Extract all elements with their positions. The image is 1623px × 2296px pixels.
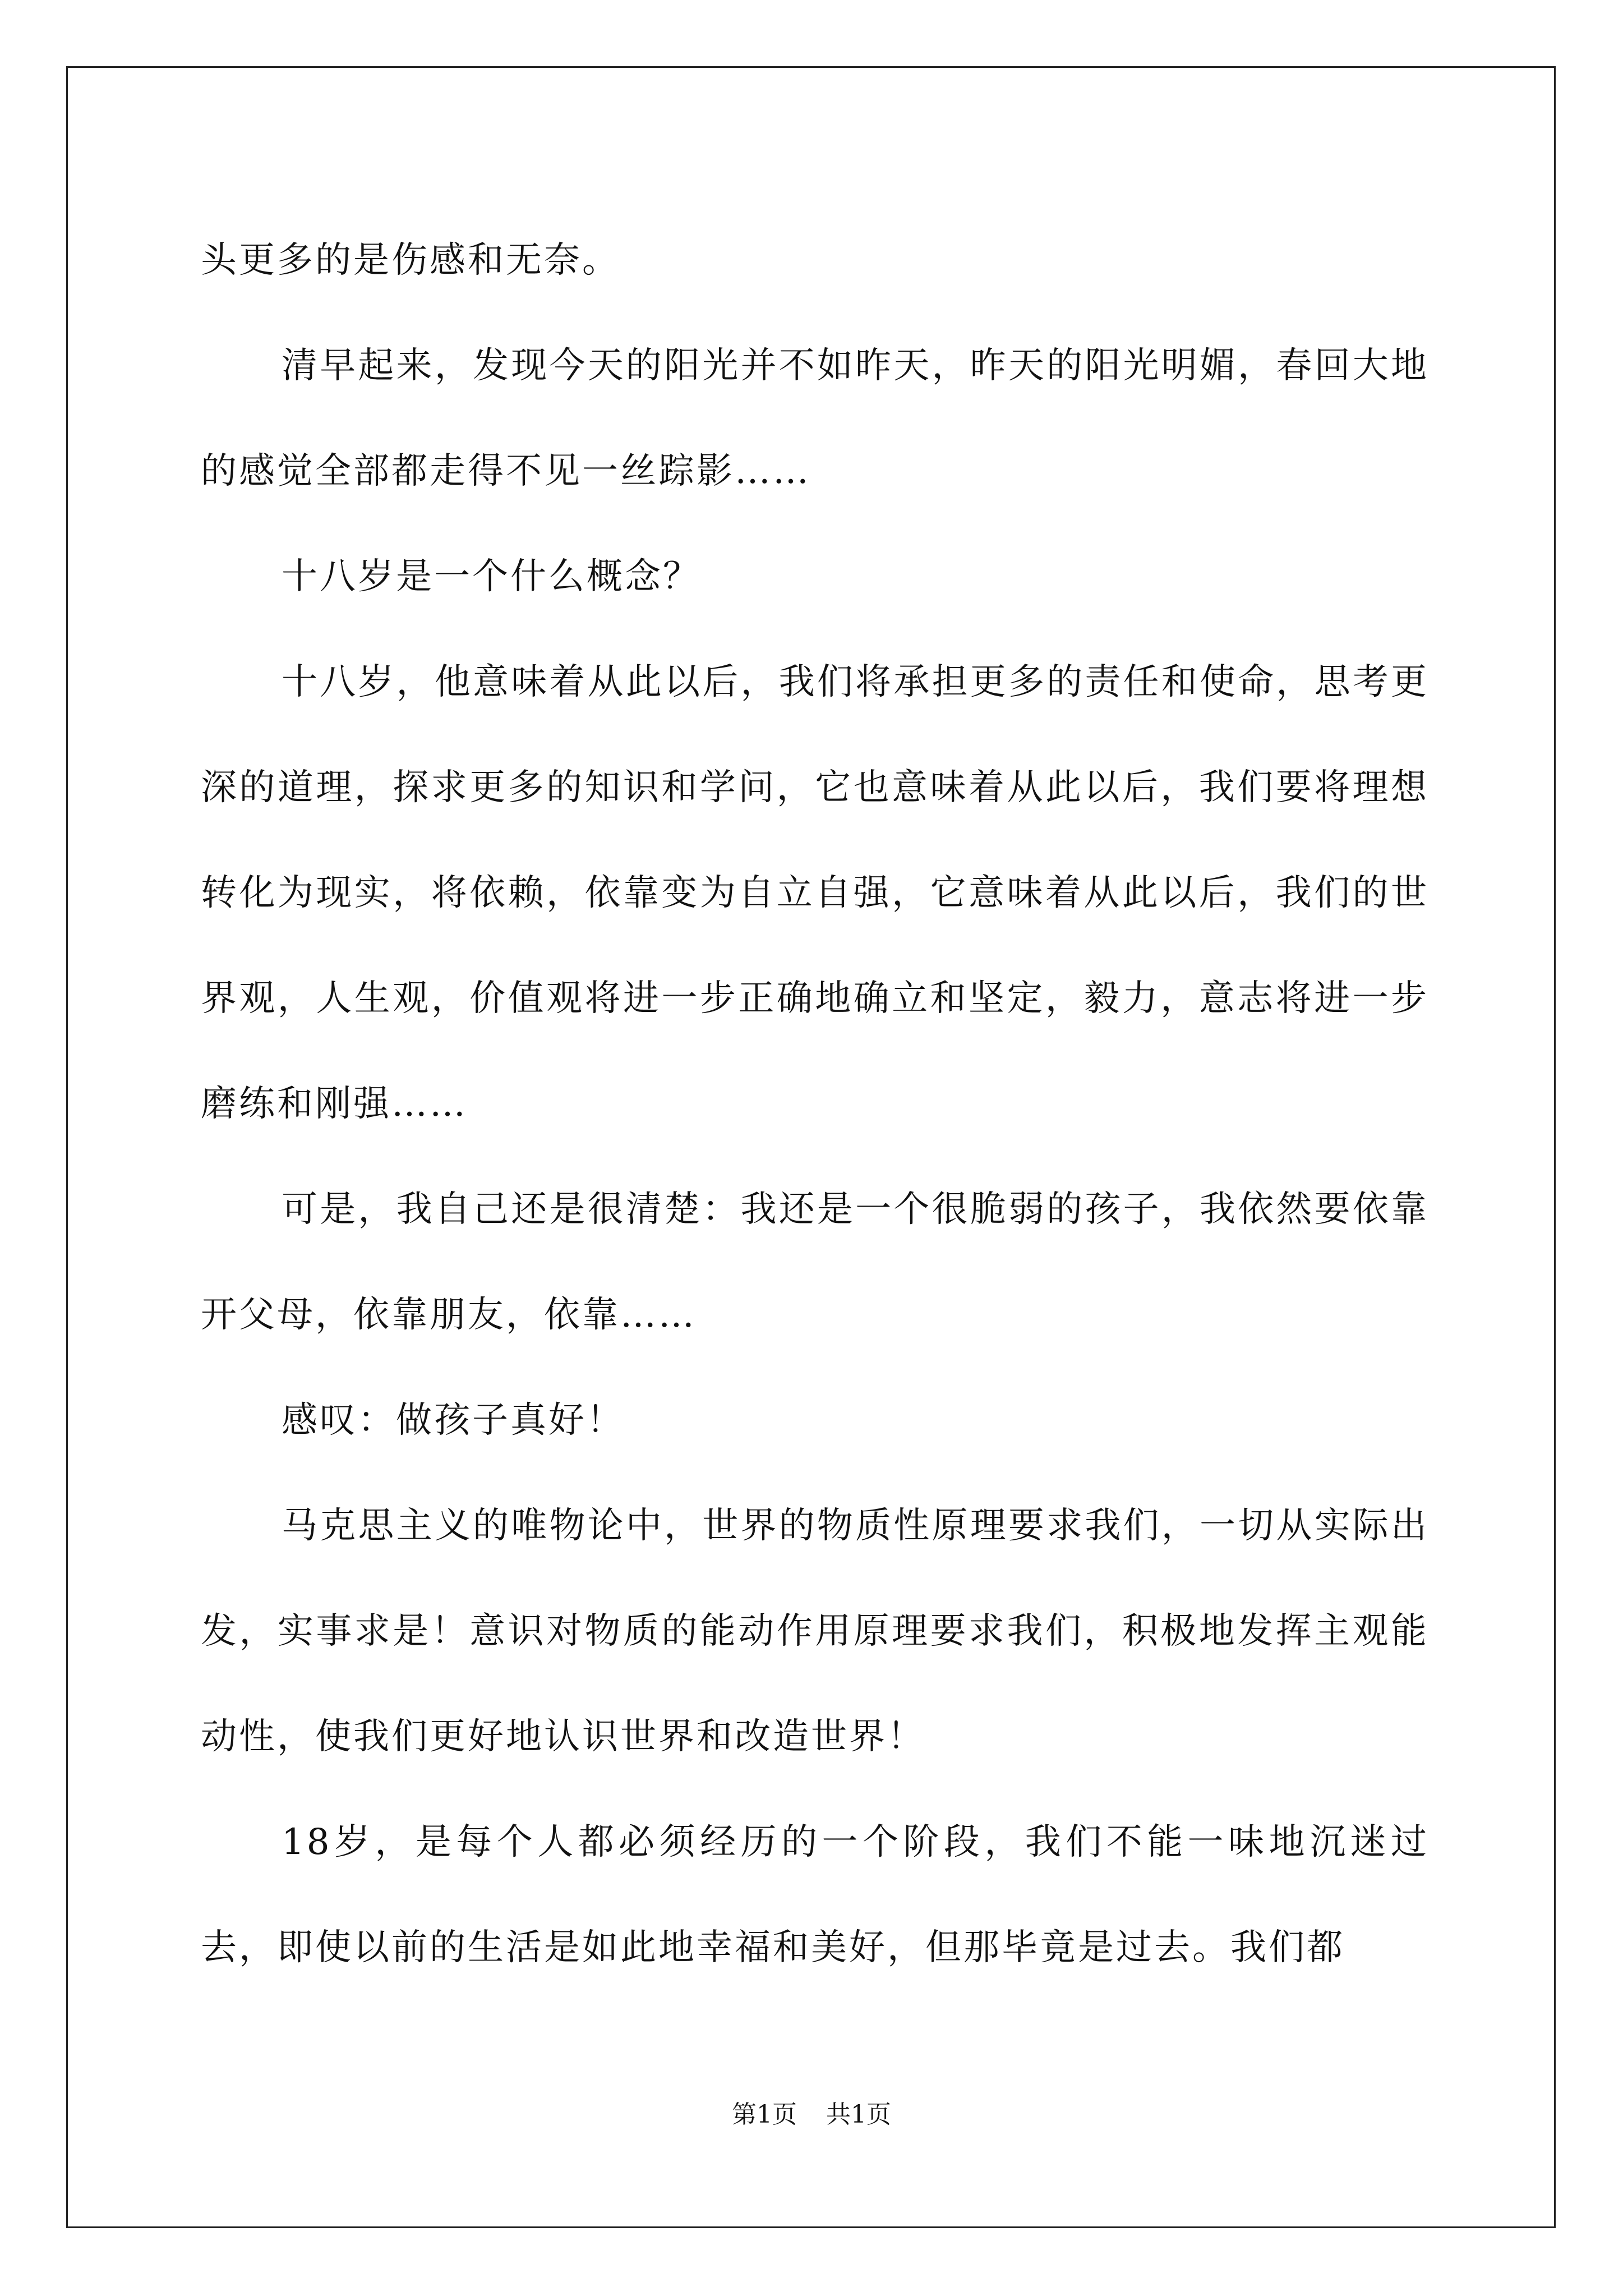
paragraph: 马克思主义的唯物论中，世界的物质性原理要求我们，一切从实际出发，实事求是！意识对物质的能动作用原理要求我们，积极地发挥主观能动性，使我们更好地认识世界和改造世界！ (201, 1505, 1429, 1757)
page-number: 第1页 (732, 2100, 797, 2129)
page-total: 共1页 (826, 2100, 891, 2129)
paragraph: 感叹：做孩子真好！ (282, 1400, 625, 1441)
paragraph: 十八岁是一个什么概念？ (282, 556, 701, 597)
paragraph: 可是，我自己还是很清楚：我还是一个很脆弱的孩子，我依然要依靠开父母，依靠朋友，依靠…… (201, 1189, 1429, 1336)
paragraph: 清早起来，发现今天的阳光并不如昨天，昨天的阳光明媚，春回大地的感觉全部都走得不见一丝踪影…… (201, 345, 1429, 492)
document-body (201, 208, 1429, 2000)
paragraph: 十八岁，他意味着从此以后，我们将承担更多的责任和使命，思考更深的道理，探求更多的知识和学问，它也意味着从此以后，我们要将理想转化为现实，将依赖，依靠变为自立自强，它意味着从此以后，我们的世界观，人生观，价值观将进一步正确地确立和坚定，毅力，意志将进一步磨练和刚强…… (201, 661, 1429, 1125)
paragraph: 18岁，是每个人都必须经历的一个阶段，我们不能一味地沉迷过去，即使以前的生活是如此地幸福和美好，但那毕竟是过去。我们都 (201, 1821, 1429, 1968)
paragraph: 头更多的是伤感和无奈。 (201, 240, 620, 281)
page-footer (0, 2098, 1623, 2132)
